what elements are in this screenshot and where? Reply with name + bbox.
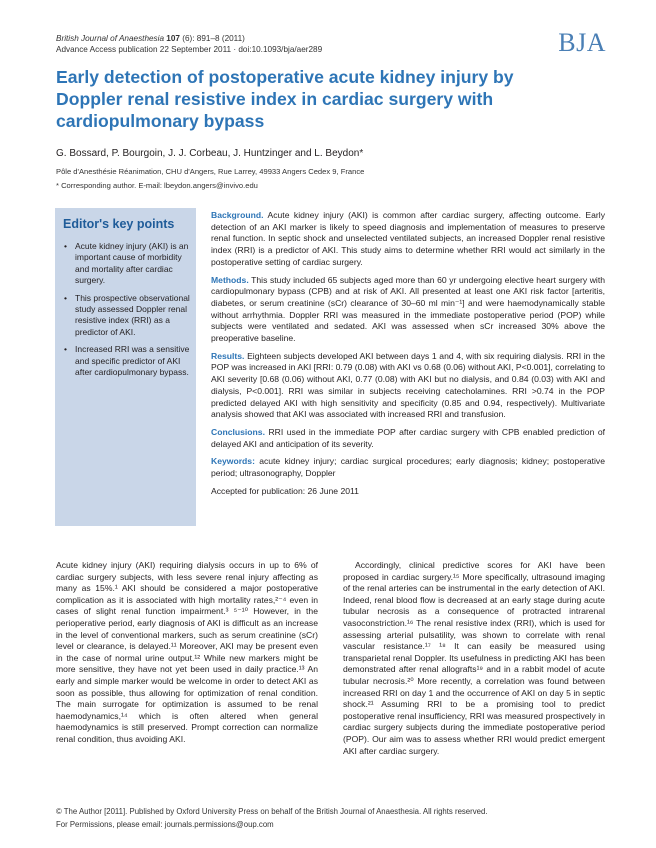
key-point-item: • Increased RRI was a sensitive and specific predictor of AKI after cardiopulmonary bypass.: [75, 344, 190, 378]
abstract-conclusions: [211, 427, 605, 450]
page-footer: [56, 806, 487, 831]
doi-link[interactable]: doi:10.1093/bja/aer289: [238, 45, 323, 54]
abstract-results: [211, 351, 605, 421]
journal-name: British Journal of Anaesthesia: [56, 34, 165, 43]
methods-label: Methods.: [211, 274, 249, 285]
background-text: Acute kidney injury (AKI) is common after cardiac surgery, affecting outcome. Early detection of an AKI marker is likely to speed diagnosis and implementation of measures to preserve renal function. In septic shock and unselected ventilated subjects, an increased Doppler renal resistive index (RRI) is a predictor of AKI. This study aims to determine whether RRI would act similarly in the postoperative setting of cardiac surgery.: [211, 210, 605, 267]
citation-line-1: [56, 33, 322, 44]
conclusions-label: Conclusions.: [211, 426, 265, 437]
key-points-list: [55, 241, 196, 378]
advance-access: Advance Access publication 22 September 2011: [56, 45, 232, 54]
key-point-item: • This prospective observational study assessed Doppler renal resistive index (RRI) as a predictor of AKI.: [75, 293, 190, 339]
results-label: Results.: [211, 350, 245, 361]
accepted-date: Accepted for publication: 26 June 2011: [211, 485, 359, 496]
keywords-label: Keywords:: [211, 456, 255, 467]
author-list: G. Bossard, P. Bourgoin, J. J. Corbeau, J. Huntzinger and L. Beydon*: [56, 148, 364, 159]
journal-volume: 107: [166, 34, 180, 43]
body-column-left: [56, 560, 318, 746]
intro-paragraph-2: Accordingly, clinical predictive scores for AKI have been proposed in cardiac surgery.¹⁵ More specifically, ultrasound imaging of the renal arteries can be instrumental in the early detection of AKI. Indeed, renal blood flow is decreased at an early stage during acute tubular necrosis as a consequence of protracted intrarenal vasoconstriction.¹⁶ The renal resistive index (RRI), which is used for assessing arterial pulsatility, was shown to correlate with renal vascular resistance.¹⁷ ¹⁸ It can easily be measured using transparietal renal Doppler. Its usefulness in predicting AKI has been demonstrated after renal allografts¹⁹ and in a rabbit model of acute tubular necrosis.²⁰ More recently, a correlation was found between increased RRI on day 1 and the occurrence of AKI on day 5 in septic shock.²¹ Assuming RRI to be a promising tool to predict postoperative renal insufficiency, RRI was measured prospectively in cardiac surgery subjects during the immediate postoperative period (POP). Our aim was to assess whether RRI would predict emergent AKI after cardiac surgery.: [343, 560, 605, 756]
intro-paragraph-1: Acute kidney injury (AKI) requiring dialysis occurs in up to 6% of cardiac surgery subjects, with less severe renal injury affecting as many as 15%.¹ AKI should be considered a major postoperative complication as it is associated with high mortality rates,²⁻⁴ even in cases of slight renal function impairment.³ ⁵⁻¹⁰ However, in the perioperative period, early diagnosis of AKI is difficult as an increase in the level of conventional markers, such as serum creatinine (sCr) level or clearance, is delayed.¹¹ Moreover, AKI may be present even in the case of normal urine output.¹² While new markers might be more sensitive, they have not yet been used in daily practice.¹³ An early and simple marker would be welcome in order to detect AKI as soon as possible, thus allowing for optimization of renal condition. The main surrogate for optimization is assumed to be renal haemodynamics,¹⁴ which is often altered when general haemodynamics is still preserved. Prompt correction can normalize renal condition, thus avoiding AKI.: [56, 560, 318, 744]
conclusions-text: RRI used in the immediate POP after cardiac surgery with CPB enabled prediction of delayed AKI and anticipation of its severity.: [211, 426, 606, 449]
methods-text: This study included 65 subjects aged more than 60 yr undergoing elective heart surgery with cardiopulmonary bypass (CPB) and at risk of AKI. All presented at least one AKI risk factor [arteritis, diabetes, or serum creatinine (sCr) clearance of 30–60 ml min⁻¹] and were haemodynamically stable without arrhythmia. Doppler RRI was measured in the immediate postoperative period (POP) while subjects were ventilated and sedated. AKI was assessed when sCr increased 30% above the preoperative baseline.: [211, 274, 605, 344]
corresponding-author: * Corresponding author. E-mail: lbeydon.angers@invivo.edu: [56, 181, 258, 190]
abstract-background: [211, 210, 605, 269]
keywords-text: acute kidney injury; cardiac surgical procedures; early diagnosis; kidney; postoperative period; ultrasonography, Doppler: [211, 456, 606, 479]
body-column-right: [343, 560, 605, 757]
bja-logo: BJA: [558, 28, 606, 57]
copyright-notice: © The Author [2011]. Published by Oxford University Press on behalf of the British Journal of Anaesthesia. All rights reserved.: [56, 807, 488, 816]
background-label: Background.: [211, 210, 264, 220]
journal-citation: [56, 33, 322, 55]
affiliation: Pôle d'Anesthésie Réanimation, CHU d'Angers, Rue Larrey, 49933 Angers Cedex 9, France: [56, 167, 365, 176]
key-points-heading: Editor's key points: [63, 217, 175, 231]
permissions-notice: For Permissions, please email: journals.permissions@oup.com: [56, 819, 274, 829]
editors-key-points-box: [55, 208, 196, 526]
abstract-methods: [211, 275, 605, 345]
article-title: Early detection of postoperative acute kidney injury by Doppler renal resistive index in cardiac surgery with cardiopulmonary bypass: [56, 67, 514, 131]
citation-line-2: Advance Access publication 22 September 2011 · doi:10.1093/bja/aer289: [56, 45, 323, 54]
key-point-item: • Acute kidney injury (AKI) is an important cause of morbidity and mortality after cardiac surgery.: [75, 241, 190, 287]
abstract-keywords: [211, 456, 605, 479]
abstract: [211, 210, 605, 503]
journal-issue-pages: (6): 891–8 (2011): [182, 34, 245, 43]
results-text: Eighteen subjects developed AKI between days 1 and 4, with six requiring dialysis. RRI in the POP was increased in AKI [RRI: 0.79 (0.08) with AKI vs 0.68 (0.06) without AKI, P<0.001], correlating to AKI severity [0.68 (0.06) without AKI, 0.77 (0.08) with AKI but no dialysis, and 0.84 (0.03) with AKI and dialysis, P<0.001]. RRI was similar in subjects receiving catecholamines. RRI >0.74 in the POP predicted delayed AKI with high sensitivity and specificity (0.85 and 0.94, respectively). Multivariate analysis showed that AKI was associated with increased RRI and transfusion.: [211, 350, 605, 420]
